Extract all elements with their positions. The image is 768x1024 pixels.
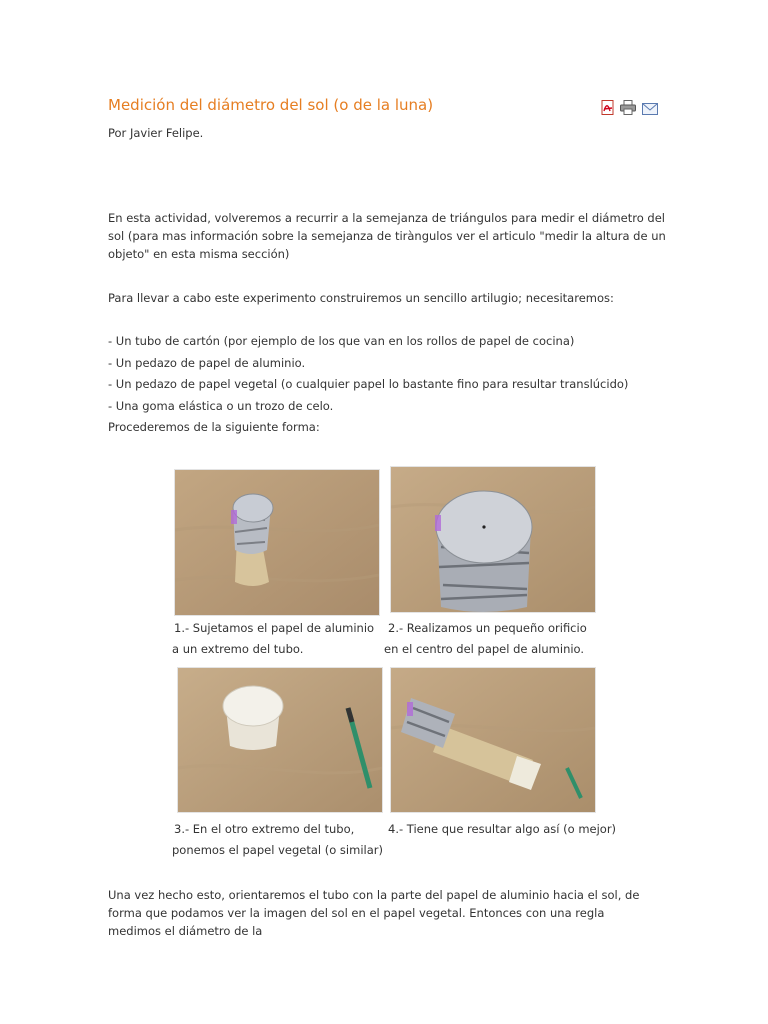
step-3-photo bbox=[177, 667, 383, 813]
material-item: - Un pedazo de papel de aluminio. bbox=[108, 356, 306, 370]
step-4-photo bbox=[390, 667, 596, 813]
intro-paragraph: En esta actividad, volveremos a recurrir a la semejanza de triángulos para medir el diámetro del sol (para mas información sobre la semejanza de tiràngulos ver el articulo "medir la altura de un objeto" en esta misma sección) bbox=[108, 211, 666, 261]
step-2-caption-line2: en el centro del papel de aluminio. bbox=[384, 642, 585, 656]
step-1-photo bbox=[174, 469, 380, 616]
step-2-caption-line1: 2.- Realizamos un pequeño orificio bbox=[388, 621, 587, 635]
email-icon[interactable] bbox=[642, 100, 658, 119]
article-title: Medición del diámetro del sol (o de la luna) bbox=[108, 96, 434, 114]
author-line: Por Javier Felipe. bbox=[108, 126, 204, 140]
closing-paragraph: Una vez hecho esto, orientaremos el tubo con la parte del papel de aluminio hacia el sol, de forma que podamos ver la imagen del sol en el papel vegetal. Entonces con una regla medimos el diámetro de la bbox=[108, 888, 640, 938]
step-3-caption-line1: 3.- En el otro extremo del tubo, bbox=[174, 822, 355, 836]
material-item: - Un tubo de cartón (por ejemplo de los que van en los rollos de papel de cocina) bbox=[108, 334, 575, 348]
step-3-caption-line2: ponemos el papel vegetal (o similar) bbox=[172, 843, 383, 857]
step-1-caption-line1: 1.- Sujetamos el papel de aluminio bbox=[174, 621, 375, 635]
step-2-photo bbox=[390, 466, 596, 613]
step-1-caption-line2: a un extremo del tubo. bbox=[172, 642, 304, 656]
lead-paragraph: Para llevar a cabo este experimento construiremos un sencillo artilugio; necesitaremos: bbox=[108, 291, 614, 305]
material-item: - Una goma elástica o un trozo de celo. bbox=[108, 399, 334, 413]
pdf-icon[interactable] bbox=[601, 100, 615, 119]
procedure-intro: Procederemos de la siguiente forma: bbox=[108, 420, 320, 434]
print-icon[interactable] bbox=[620, 100, 636, 119]
material-item: - Un pedazo de papel vegetal (o cualquier papel lo bastante fino para resultar translúcido) bbox=[108, 377, 629, 391]
step-4-caption-line1: 4.- Tiene que resultar algo así (o mejor) bbox=[388, 822, 617, 836]
